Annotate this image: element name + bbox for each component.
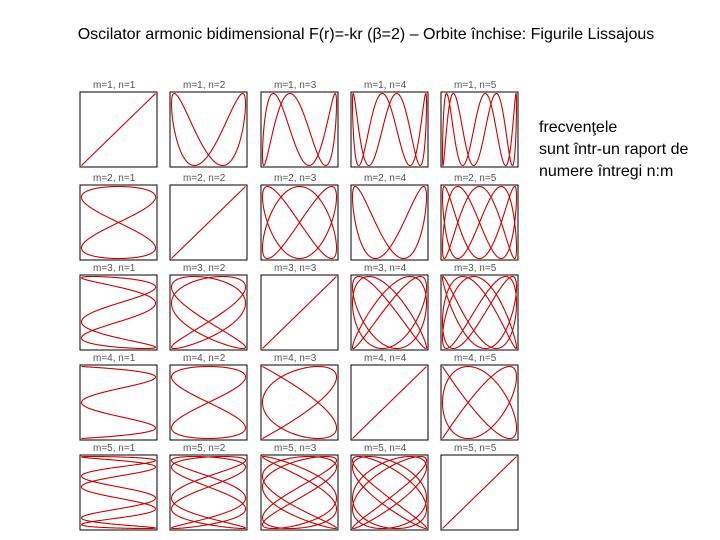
side-note-line: numere întregi n:m bbox=[539, 163, 674, 180]
lissajous-panel bbox=[170, 353, 247, 440]
panel-label: m=2, n=2 bbox=[183, 173, 226, 184]
lissajous-panel bbox=[261, 353, 338, 440]
lissajous-panel bbox=[170, 263, 247, 350]
lissajous-panel bbox=[261, 443, 338, 530]
lissajous-panel bbox=[351, 80, 428, 167]
panel-label: m=2, n=5 bbox=[454, 173, 497, 184]
panel-frame bbox=[80, 365, 157, 440]
lissajous-panel bbox=[261, 80, 338, 167]
lissajous-panel bbox=[351, 353, 428, 440]
lissajous-panel bbox=[441, 263, 518, 350]
side-note-line: frecvenţele bbox=[539, 119, 618, 136]
lissajous-panel bbox=[441, 80, 518, 167]
panel-label: m=5, n=4 bbox=[364, 443, 407, 454]
panel-label: m=2, n=3 bbox=[274, 173, 317, 184]
lissajous-panel bbox=[441, 173, 518, 260]
panel-label: m=1, n=1 bbox=[93, 80, 136, 91]
lissajous-panel bbox=[80, 443, 157, 530]
lissajous-panel bbox=[80, 173, 157, 260]
lissajous-panel bbox=[170, 80, 247, 167]
panel-label: m=1, n=5 bbox=[454, 80, 497, 91]
panel-label: m=3, n=3 bbox=[274, 263, 317, 274]
panel-label: m=3, n=4 bbox=[364, 263, 407, 274]
panel-label: m=2, n=4 bbox=[364, 173, 407, 184]
panel-label: m=5, n=5 bbox=[454, 443, 497, 454]
lissajous-panel bbox=[441, 443, 518, 530]
lissajous-panel bbox=[170, 443, 247, 530]
lissajous-panel bbox=[80, 263, 157, 350]
panel-label: m=3, n=5 bbox=[454, 263, 497, 274]
panel-frame bbox=[261, 365, 338, 440]
panel-label: m=1, n=2 bbox=[183, 80, 226, 91]
lissajous-panel bbox=[261, 173, 338, 260]
panel-label: m=4, n=5 bbox=[454, 353, 497, 364]
lissajous-panel bbox=[351, 263, 428, 350]
panel-label: m=5, n=1 bbox=[93, 443, 136, 454]
panel-label: m=4, n=2 bbox=[183, 353, 226, 364]
lissajous-panel bbox=[351, 443, 428, 530]
page-title: Oscilator armonic bidimensional F(r)=-kr (β=2) – Orbite închise: Figurile Lissajous bbox=[77, 26, 655, 43]
panel-label: m=5, n=2 bbox=[183, 443, 226, 454]
lissajous-panel bbox=[80, 353, 157, 440]
lissajous-panel bbox=[170, 173, 247, 260]
panel-label: m=1, n=3 bbox=[274, 80, 317, 91]
panel-label: m=5, n=3 bbox=[274, 443, 317, 454]
panel-label: m=4, n=3 bbox=[274, 353, 317, 364]
panel-frame bbox=[441, 365, 518, 440]
panel-label: m=1, n=4 bbox=[364, 80, 407, 91]
side-note-line: sunt într-un raport de bbox=[539, 141, 689, 158]
lissajous-panel bbox=[351, 173, 428, 260]
panel-label: m=4, n=1 bbox=[93, 353, 136, 364]
lissajous-panel bbox=[441, 353, 518, 440]
panel-label: m=3, n=1 bbox=[93, 263, 136, 274]
lissajous-panel bbox=[261, 263, 338, 350]
panel-label: m=3, n=2 bbox=[183, 263, 226, 274]
panel-label: m=4, n=4 bbox=[364, 353, 407, 364]
lissajous-panel bbox=[80, 80, 157, 167]
panel-label: m=2, n=1 bbox=[93, 173, 136, 184]
